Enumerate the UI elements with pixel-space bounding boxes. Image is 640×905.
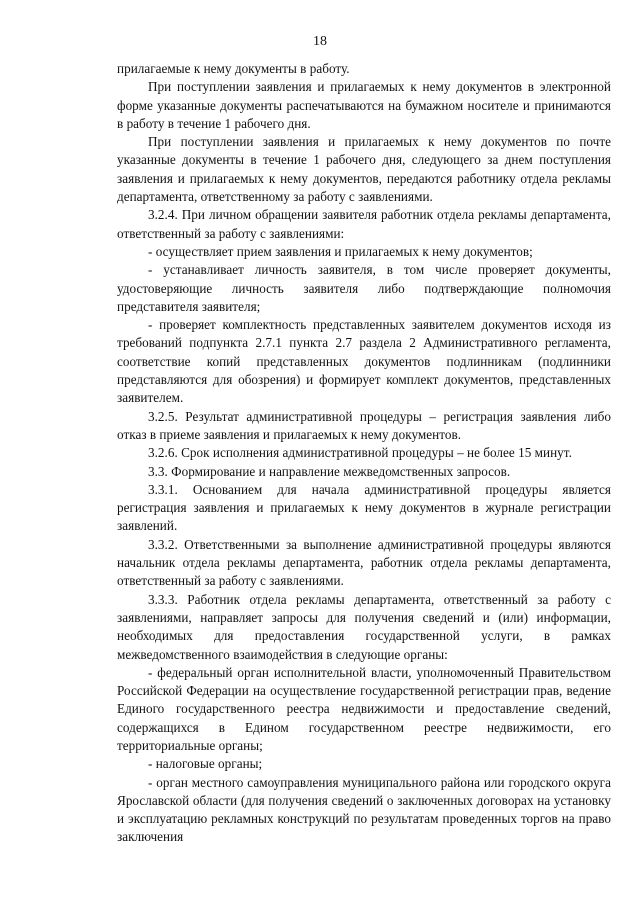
paragraph: - устанавливает личность заявителя, в том числе проверяет документы, удостоверяющие личность заявителя либо подтверждающие полномочия представителя заявителя; <box>117 262 611 314</box>
paragraph: 3.2.6. Срок исполнения административной процедуры – не более 15 минут. <box>148 445 572 461</box>
paragraph: - федеральный орган исполнительной власти, уполномоченный Правительством Российской Федерации на осуществление государственной регистрации прав, ведение Единого государственного реестра недвижимости и предоставление сведений, содержащихся в Едином государственном реестре недвижимости, его территориальные органы; <box>117 664 611 753</box>
page-number: 18 <box>313 34 327 49</box>
paragraph: При поступлении заявления и прилагаемых к нему документов по почте указанные документы в течение 1 рабочего дня, следующего за днем поступления заявления и прилагаемых к нему документов, передаются работнику отдела рекламы департамента, ответственному за работу с заявлениями. <box>117 134 611 205</box>
paragraph: - налоговые органы; <box>148 756 263 772</box>
paragraph: 3.2.4. При личном обращении заявителя работник отдела рекламы департамента, ответственный за работу с заявлениями: <box>117 207 611 241</box>
document-body <box>117 60 611 847</box>
paragraph: 3.2.5. Результат административной процедуры – регистрация заявления либо отказ в приеме заявления и прилагаемых к нему документов. <box>117 408 611 442</box>
paragraph: При поступлении заявления и прилагаемых к нему документов в электронной форме указанные документы распечатываются на бумажном носителе и принимаются в работу в течение 1 рабочего дня. <box>117 79 611 131</box>
paragraph: 3.3.2. Ответственными за выполнение административной процедуры являются начальник отдела рекламы департамента, работник отдела рекламы департамента, ответственный за работу с заявлениями. <box>117 536 611 589</box>
paragraph: 3.3.3. Работник отдела рекламы департамента, ответственный за работу с заявлениями, направляет запросы для получения сведений и (или) информации, необходимых для предоставления государственной услуги, в рамках межведомственного взаимодействия в следующие органы: <box>117 591 611 662</box>
paragraph: 3.3.1. Основанием для начала административной процедуры является регистрация заявления и прилагаемых к нему документов в журнале регистрации заявлений. <box>117 481 611 534</box>
paragraph: - проверяет комплектность представленных заявителем документов исходя из требований подпункта 2.7.1 пункта 2.7 раздела 2 Административного регламента, соответствие копий представленных документов подлинникам (подлинники представляются для обозрения) и формирует комплект документов, представленных заявителем. <box>117 317 611 406</box>
paragraph: - орган местного самоуправления муниципального района или городского округа Ярославской области (для получения сведений о заключенных договорах на установку и эксплуатацию рекламных конструкций по результатам проведенных торгов на право заключения <box>117 774 611 845</box>
paragraph: 3.3. Формирование и направление межведомственных запросов. <box>148 463 511 479</box>
paragraph: прилагаемые к нему документы в работу. <box>117 61 350 76</box>
paragraph: - осуществляет прием заявления и прилагаемых к нему документов; <box>148 243 533 259</box>
